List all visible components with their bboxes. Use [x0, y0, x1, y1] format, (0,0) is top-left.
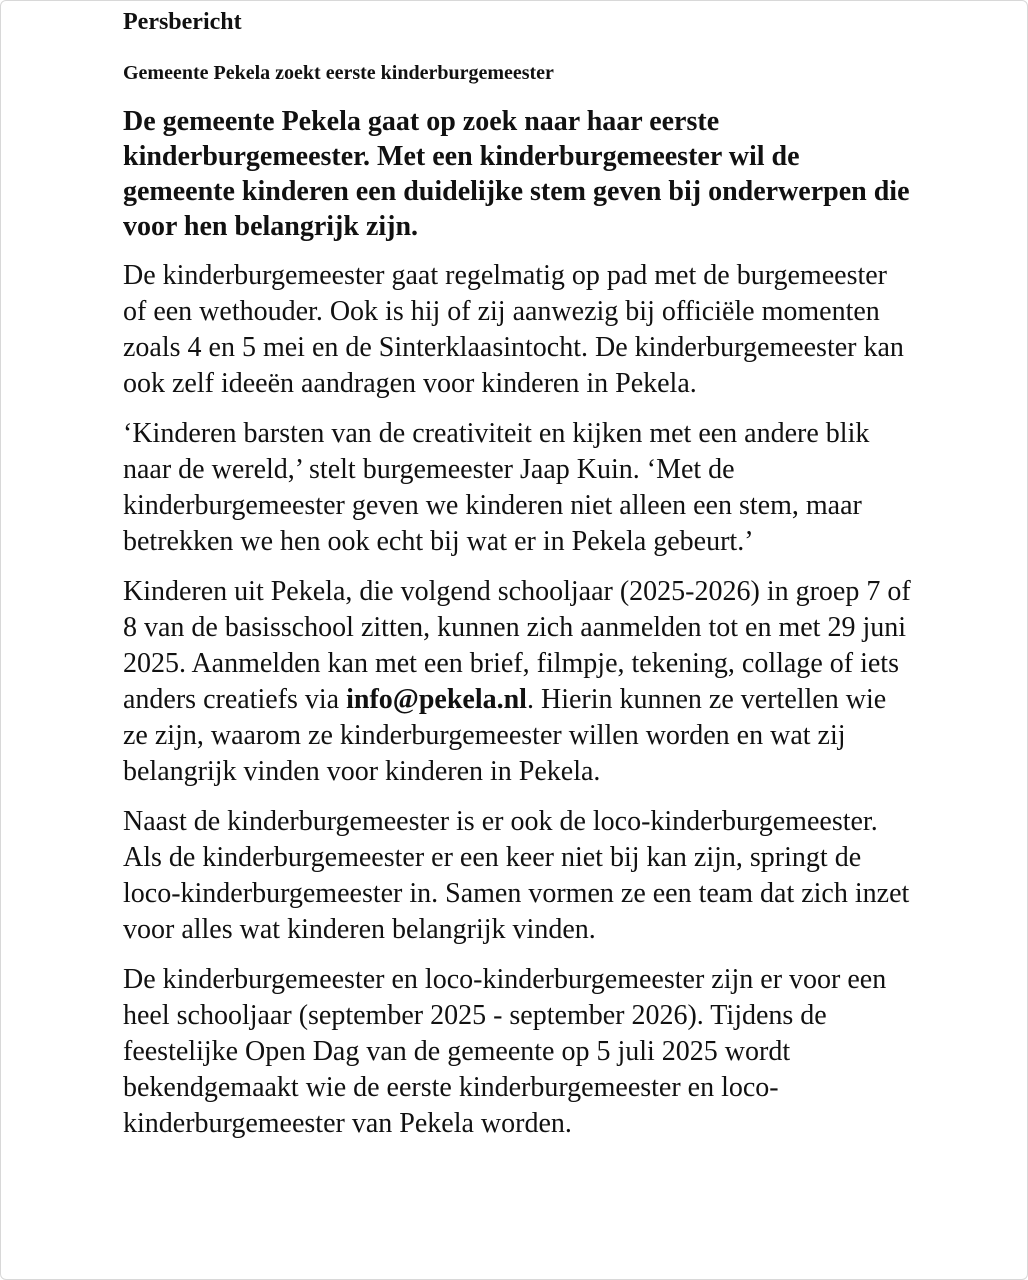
paragraph-2: ‘Kinderen barsten van de creativiteit en kijken met een andere blik naar de wereld,’ stelt burgemeester Jaap Kuin. ‘Met de kinderburgemeester geven we kinderen niet alleen een stem, maar betrekken we hen ook echt bij wat er in Pekela gebeurt.’ — [123, 418, 870, 557]
paragraph-5: De kinderburgemeester en loco-kinderburgemeester zijn er voor een heel schooljaar (september 2025 - september 2026). Tijdens de feestelijke Open Dag van de gemeente op 5 juli 2025 wordt bekendgemaakt wie de eerste kinderburgemeester en loco-kinderburgemeester van Pekela worden. — [123, 964, 887, 1139]
document-label: Persbericht — [123, 9, 242, 35]
paragraph-3 — [123, 574, 913, 790]
press-release — [123, 1, 913, 1142]
page-title: Gemeente Pekela zoekt eerste kinderburgemeester — [123, 62, 554, 84]
lead-paragraph: De gemeente Pekela gaat op zoek naar haar eerste kinderburgemeester. Met een kinderburgemeester wil de gemeente kinderen een duidelijke stem geven bij onderwerpen die voor hen belangrijk zijn. — [123, 106, 910, 242]
paragraph-3-text-before: Kinderen uit Pekela, die volgend schooljaar (2025-2026) in groep 7 of 8 van de basisschool zitten, kunnen zich aanmelden tot en met 29 juni 2025. Aanmelden kan met een brief, filmpje, tekening, collage of iets anders creatiefs via — [123, 576, 911, 715]
paragraph-3-text-after: . Hierin kunnen ze vertellen wie ze zijn, waarom ze kinderburgemeester willen worden en wat zij belangrijk vinden voor kinderen in Pekela. — [123, 684, 887, 787]
email-link[interactable]: info@pekela.nl — [346, 684, 527, 715]
paragraph-1: De kinderburgemeester gaat regelmatig op pad met de burgemeester of een wethouder. Ook is hij of zij aanwezig bij officiële momenten zoals 4 en 5 mei en de Sinterklaasintocht. De kinderburgemeester kan ook zelf ideeën aandragen voor kinderen in Pekela. — [123, 260, 904, 399]
paragraph-4: Naast de kinderburgemeester is er ook de loco-kinderburgemeester. Als de kinderburgemeester er een keer niet bij kan zijn, springt de loco-kinderburgemeester in. Samen vormen ze een team dat zich inzet voor alles wat kinderen belangrijk vinden. — [123, 806, 910, 945]
